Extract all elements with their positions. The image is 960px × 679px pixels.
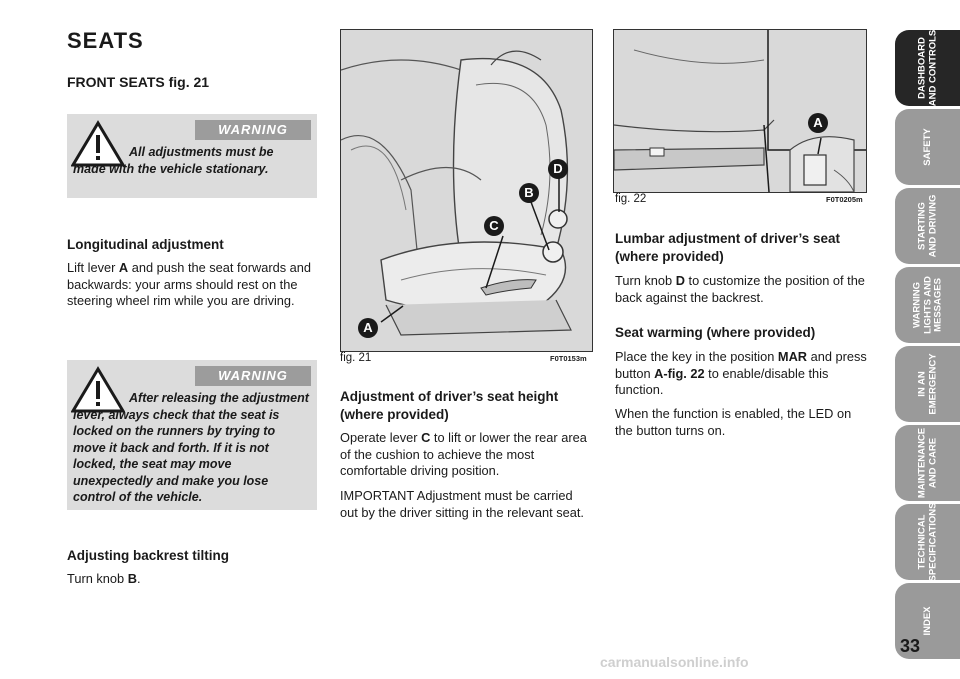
figure-22-caption: fig. 22 [615, 193, 647, 205]
figure-21-code: F0T0153m [550, 354, 587, 363]
warning-box-1 [67, 114, 317, 198]
callout-a: A [808, 113, 828, 133]
tab-index[interactable]: INDEX [895, 583, 960, 659]
warming-text: Place the key in the position MAR and press button A-fig. 22 to enable/disable this function. [615, 349, 867, 397]
figure-21-seat-illustration [340, 29, 593, 352]
tab-warning-lights-and-messages[interactable]: WARNING LIGHTS AND MESSAGES [895, 267, 960, 343]
warning-text: All adjustments must be made with the vehicle stationary. [73, 145, 274, 176]
longitudinal-heading: Longitudinal adjustment [67, 237, 224, 252]
warning-box-2 [67, 360, 317, 510]
page-number: 33 [899, 636, 921, 656]
figure-21-caption: fig. 21 [340, 352, 372, 364]
callout-b: B [519, 183, 539, 203]
warning-text: After releasing the adjustment lever, always check that the seat is locked on the runners by trying to move it back and forth. If it is not locked, the seat may move unexpectedly and make you lose control of the vehicle. [73, 391, 309, 504]
tab-technical-specifications[interactable]: TECHNICAL SPECIFICATIONS [895, 504, 960, 580]
watermark: carmanualsonline.info [600, 654, 749, 670]
tab-in-an-emergency[interactable]: IN AN EMERGENCY [895, 346, 960, 422]
tab-safety[interactable]: SAFETY [895, 109, 960, 185]
warning-label: WARNING [195, 120, 311, 140]
callout-c: C [484, 216, 504, 236]
figure-22-button-illustration [613, 29, 867, 193]
height-heading: Adjustment of driver’s seat height (where provided) [340, 389, 559, 422]
backrest-text: Turn knob B. [67, 571, 141, 586]
height-text: Operate lever C to lift or lower the rear area of the cushion to achieve the most comfortable driving position. [340, 430, 587, 478]
backrest-heading: Adjusting backrest tilting [67, 548, 230, 563]
lumbar-text: Turn knob D to customize the position of the back against the backrest. [615, 273, 865, 305]
tab-maintenance-and-care[interactable]: MAINTENANCE AND CARE [895, 425, 960, 501]
seat-heating-drawing [614, 30, 866, 192]
section-subtitle: FRONT SEATS fig. 21 [67, 74, 210, 90]
callout-a: A [358, 318, 378, 338]
longitudinal-text: Lift lever A and push the seat forwards and backwards: your arms should rest on the steering wheel rim while you are driving. [67, 260, 312, 308]
callout-d: D [548, 159, 568, 179]
warning-label: WARNING [195, 366, 311, 386]
seat-drawing [341, 30, 592, 351]
tab-starting-and-driving[interactable]: STARTING AND DRIVING [895, 188, 960, 264]
tab-dashboard-and-controls[interactable]: DASHBOARD AND CONTROLS [895, 30, 960, 106]
warming-heading: Seat warming (where provided) [615, 325, 816, 340]
figure-22-code: F0T0205m [826, 195, 863, 204]
height-important: IMPORTANT Adjustment must be carried out by the driver sitting in the relevant seat. [340, 488, 584, 520]
lumbar-heading: Lumbar adjustment of driver’s seat (where provided) [615, 231, 841, 264]
warming-text-2: When the function is enabled, the LED on the button turns on. [615, 406, 852, 438]
page-title: SEATS [67, 28, 144, 53]
